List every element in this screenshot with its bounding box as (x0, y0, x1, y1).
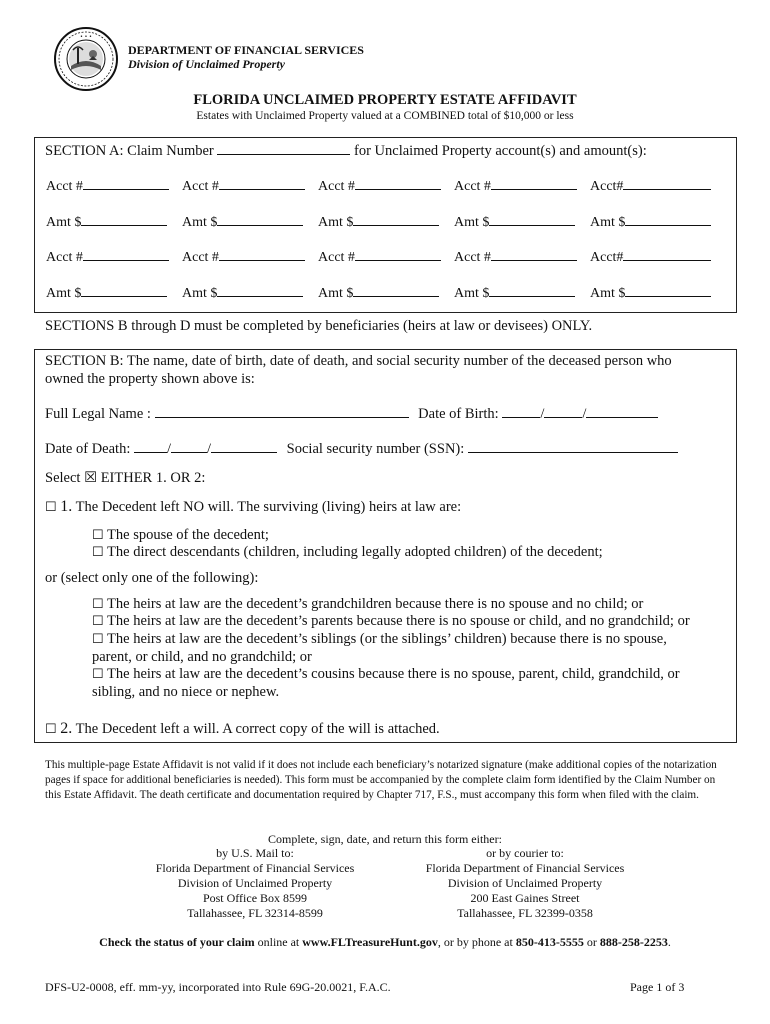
siblings-row: ☐ The heirs at law are the decedent’s siblings (or the siblings’ children) because there is no spouse, (92, 631, 667, 647)
division-name: Division of Unclaimed Property (128, 57, 285, 71)
amt-field[interactable] (81, 285, 167, 297)
grandchildren-row: ☐ The heirs at law are the decedent’s grandchildren because there is no spouse and no child; or (92, 596, 644, 612)
option-1-row: ☐ 1. The Decedent left NO will. The surviving (living) heirs at law are: (45, 498, 462, 515)
amt-field[interactable] (625, 214, 711, 226)
amt-field[interactable] (489, 285, 575, 297)
acct-field[interactable] (355, 249, 441, 261)
mail-address: by U.S. Mail to: Florida Department of Financial Services Division of Unclaimed Property Post Office Box 8599 Tallahassee, FL 32314-8599 (155, 846, 355, 920)
dob-month-field[interactable] (502, 406, 540, 418)
amt-field[interactable] (81, 214, 167, 226)
phone-number-1: 850-413-5555 (515, 935, 584, 949)
dob-year-field[interactable] (586, 406, 658, 418)
phone-number-2: 888-258-2253 (599, 935, 668, 949)
amt-field[interactable] (217, 214, 303, 226)
form-identifier: DFS-U2-0008, eff. mm-yy, incorporated into Rule 69G-20.0021, F.A.C. (45, 980, 391, 994)
amt-field[interactable] (353, 285, 439, 297)
descendants-checkbox[interactable]: ☐ (92, 544, 104, 559)
acct-row-1: Acct # Acct # Acct # Acct # Acct# (46, 178, 726, 195)
parents-checkbox[interactable]: ☐ (92, 613, 104, 628)
page-number: Page 1 of 3 (630, 980, 685, 994)
acct-row-2: Acct # Acct # Acct # Acct # Acct# (46, 249, 726, 266)
page-header (128, 43, 364, 71)
parents-row: ☐ The heirs at law are the decedent’s parents because there is no spouse or child, and no grandchild; or (92, 613, 690, 629)
grandchildren-checkbox[interactable]: ☐ (92, 596, 104, 611)
amt-field[interactable] (625, 285, 711, 297)
section-a-box (34, 137, 737, 313)
option-2-row: ☐ 2. The Decedent left a will. A correct copy of the will is attached. (45, 720, 440, 737)
acct-field[interactable] (219, 249, 305, 261)
svg-text:• • •: • • • (79, 34, 93, 40)
amt-field[interactable] (489, 214, 575, 226)
courier-address: or by courier to: Florida Department of Financial Services Division of Unclaimed Property 200 East Gaines Street Tallahassee, FL 32399-0358 (425, 846, 625, 920)
amt-field[interactable] (353, 214, 439, 226)
dob-day-field[interactable] (544, 406, 582, 418)
return-heading: Complete, sign, date, and return this form either: (268, 832, 502, 846)
acct-field[interactable] (623, 178, 711, 190)
ssn-field[interactable] (468, 441, 678, 453)
acct-field[interactable] (83, 178, 169, 190)
department-name: DEPARTMENT OF FINANCIAL SERVICES (128, 43, 364, 57)
checked-box-icon: ☒ (84, 470, 98, 486)
dod-month-field[interactable] (134, 441, 167, 453)
form-subtitle: Estates with Unclaimed Property valued at a COMBINED total of $10,000 or less (196, 110, 574, 122)
sections-note: SECTIONS B through D must be completed by beneficiaries (heirs at law or devisees) ONLY. (45, 318, 593, 334)
full-legal-name-field[interactable] (155, 406, 409, 418)
or-select-label: or (select only one of the following): (45, 570, 259, 586)
notice-paragraph: This multiple-page Estate Affidavit is not valid if it does not include each beneficiary’s notarized signature (make additional copies of the notarization pages if space for additional beneficiaries is needed). This form must be accompanied by the complete claim form identified by the Claim Number on this Estate Affidavit. The death certificate and documentation required by Chapter 717, F.S., must accompany this form when filed with the claim. (45, 759, 717, 801)
select-instruction: Select ☒ EITHER 1. OR 2: (45, 470, 206, 486)
acct-field[interactable] (491, 249, 577, 261)
amt-row-1: Amt $ Amt $ Amt $ Amt $ Amt $ (46, 214, 726, 231)
cousins-cont: sibling, and no niece or nephew. (92, 684, 280, 700)
acct-field[interactable] (623, 249, 711, 261)
option-1-checkbox[interactable]: ☐ (45, 499, 57, 514)
acct-field[interactable] (491, 178, 577, 190)
acct-field[interactable] (219, 178, 305, 190)
spouse-row: ☐ The spouse of the decedent; (92, 527, 269, 543)
cousins-checkbox[interactable]: ☐ (92, 666, 104, 681)
section-b-intro-2: owned the property shown above is: (45, 371, 255, 387)
florida-state-seal-icon (53, 26, 119, 92)
option-2-checkbox[interactable]: ☐ (45, 721, 57, 736)
descendants-row: ☐ The direct descendants (children, including legally adopted children) of the decedent; (92, 544, 603, 560)
full-legal-name-row: Full Legal Name : Date of Birth: / / (45, 406, 658, 423)
website-link[interactable]: www.FLTreasureHunt.gov (302, 935, 438, 949)
section-a-heading: SECTION A: Claim Number for Unclaimed Property account(s) and amount(s): (45, 143, 647, 159)
claim-number-field[interactable] (217, 143, 350, 155)
claim-status-line: Check the status of your claim online at www.FLTreasureHunt.gov, or by phone at 850-413-5555 or 888-258-2253. (99, 935, 671, 949)
acct-field[interactable] (355, 178, 441, 190)
amt-row-2: Amt $ Amt $ Amt $ Amt $ Amt $ (46, 285, 726, 302)
section-b-intro-1: SECTION B: The name, date of birth, date of death, and social security number of the deceased person who (45, 353, 672, 369)
dod-year-field[interactable] (211, 441, 277, 453)
amt-field[interactable] (217, 285, 303, 297)
acct-field[interactable] (83, 249, 169, 261)
siblings-cont: parent, or child, and no grandchild; or (92, 649, 312, 665)
dod-day-field[interactable] (171, 441, 207, 453)
section-b-box (34, 349, 737, 743)
form-title: FLORIDA UNCLAIMED PROPERTY ESTATE AFFIDAVIT (193, 92, 577, 108)
date-of-death-row: Date of Death: / / Social security number (SSN): (45, 441, 678, 458)
spouse-checkbox[interactable]: ☐ (92, 527, 104, 542)
siblings-checkbox[interactable]: ☐ (92, 631, 104, 646)
cousins-row: ☐ The heirs at law are the decedent’s cousins because there is no spouse, parent, child, grandchild, or (92, 666, 680, 682)
